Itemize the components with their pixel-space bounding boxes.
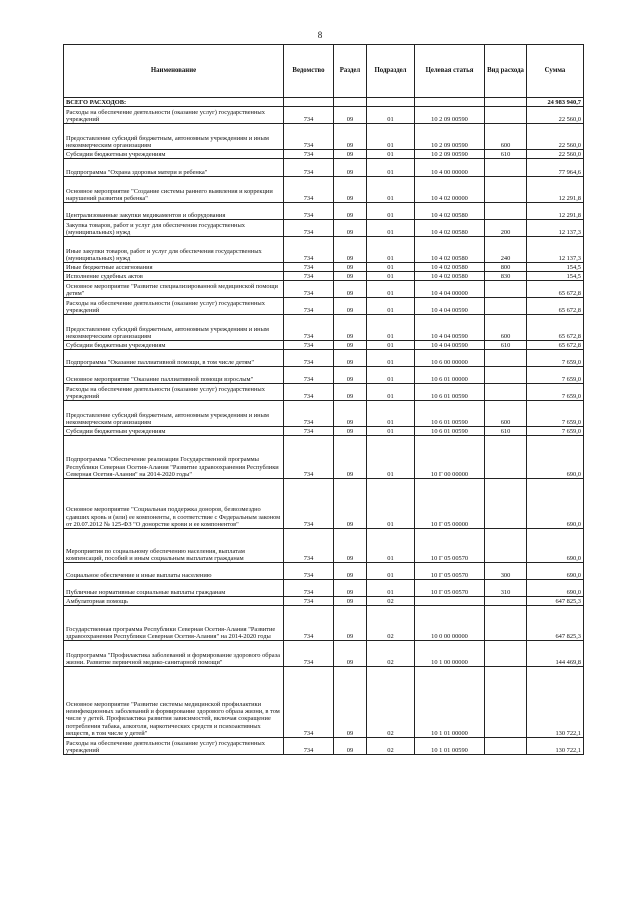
cell-subsection: 01 [367,580,415,597]
cell-subsection: 01 [367,159,415,177]
cell-dept: 734 [284,606,334,641]
page-number: 8 [317,30,323,40]
cell-name: Мероприятия по социальному обеспечению населения, выплатам компенсаций, пособий и иным социальным выплатам гражданам [64,529,284,563]
table-row [64,124,584,150]
cell-sum: 130 722,1 [527,667,584,738]
cell-sum: 154,5 [527,263,584,272]
cell-dept: 734 [284,107,334,124]
cell-subsection: 01 [367,529,415,563]
cell-dept: 734 [284,529,334,563]
cell-name: Подпрограмма "Оказание паллиативной помощи, в том числе детям" [64,350,284,367]
cell-name: ВСЕГО РАСХОДОВ: [64,98,284,107]
cell-article [415,597,485,606]
cell-section: 09 [334,529,367,563]
cell-type [485,436,527,479]
cell-dept: 734 [284,597,334,606]
cell-article: 10 4 02 00580 [415,263,485,272]
cell-subsection: 01 [367,401,415,427]
cell-sum: 12 291,8 [527,203,584,220]
cell-type: 600 [485,401,527,427]
cell-section: 09 [334,738,367,755]
cell-dept: 734 [284,281,334,298]
header-name: Наименование [64,45,284,98]
table-row [64,263,584,272]
cell-dept: 734 [284,159,334,177]
table-row [64,107,584,124]
cell-sum: 690,0 [527,563,584,580]
cell-subsection: 01 [367,384,415,401]
cell-sum: 12 137,3 [527,220,584,237]
cell-subsection [367,98,415,107]
cell-section: 09 [334,281,367,298]
cell-article: 10 6 00 00000 [415,350,485,367]
cell-article: 10 2 09 00590 [415,107,485,124]
cell-name: Амбулаторная помощь [64,597,284,606]
cell-article: 10 Г 05 00570 [415,563,485,580]
cell-subsection: 02 [367,738,415,755]
cell-section: 09 [334,580,367,597]
cell-subsection: 01 [367,436,415,479]
cell-name: Основное мероприятие "Создание системы раннего выявления и коррекции нарушений развития ребенка" [64,177,284,203]
cell-article [415,98,485,107]
table-row [64,203,584,220]
cell-name: Подпрограмма "Охрана здоровья матери и ребенка" [64,159,284,177]
cell-section: 09 [334,479,367,529]
cell-dept: 734 [284,367,334,384]
cell-name: Расходы на обеспечение деятельности (оказание услуг) государственных учреждений [64,298,284,315]
budget-table [63,44,584,755]
cell-subsection: 01 [367,281,415,298]
cell-sum: 65 672,8 [527,315,584,341]
cell-article: 10 0 00 00000 [415,606,485,641]
cell-type [485,367,527,384]
cell-dept: 734 [284,580,334,597]
cell-name: Исполнение судебных актов [64,272,284,281]
table-row [64,298,584,315]
cell-sum: 7 659,0 [527,384,584,401]
cell-name: Основное мероприятие "Развитие специализированной медицинской помощи детям" [64,281,284,298]
cell-sum: 65 672,8 [527,298,584,315]
cell-name: Централизованные закупки медикаментов и оборудования [64,203,284,220]
cell-subsection: 01 [367,203,415,220]
cell-sum: 690,0 [527,580,584,597]
cell-subsection: 01 [367,237,415,263]
cell-article: 10 Г 05 00570 [415,529,485,563]
table-row [64,384,584,401]
cell-subsection: 01 [367,479,415,529]
cell-section: 09 [334,124,367,150]
cell-dept: 734 [284,436,334,479]
cell-subsection: 01 [367,427,415,436]
cell-section: 09 [334,272,367,281]
cell-name: Предоставление субсидий бюджетным, автономным учреждениям и иным некоммерческим организациям [64,124,284,150]
cell-type [485,606,527,641]
cell-section: 09 [334,436,367,479]
cell-dept: 734 [284,177,334,203]
cell-subsection: 01 [367,272,415,281]
cell-name: Расходы на обеспечение деятельности (оказание услуг) государственных учреждений [64,738,284,755]
cell-dept: 734 [284,738,334,755]
cell-type: 240 [485,237,527,263]
cell-dept: 734 [284,124,334,150]
table-row [64,341,584,350]
cell-article: 10 Г 05 00570 [415,580,485,597]
cell-sum: 12 291,8 [527,177,584,203]
cell-sum: 22 560,0 [527,124,584,150]
table-row [64,177,584,203]
cell-name: Основное мероприятие "Оказание паллиативной помощи взрослым" [64,367,284,384]
table-row [64,220,584,237]
cell-sum: 154,5 [527,272,584,281]
cell-subsection: 01 [367,150,415,159]
table-row [64,580,584,597]
cell-subsection: 01 [367,177,415,203]
cell-article: 10 4 00 00000 [415,159,485,177]
cell-article: 10 4 04 00590 [415,341,485,350]
cell-dept: 734 [284,203,334,220]
cell-article: 10 1 01 00000 [415,667,485,738]
cell-article: 10 Г 00 00000 [415,436,485,479]
cell-article: 10 4 02 00580 [415,220,485,237]
cell-type [485,107,527,124]
cell-article: 10 4 02 00580 [415,272,485,281]
cell-subsection: 01 [367,107,415,124]
cell-article: 10 4 04 00000 [415,281,485,298]
cell-type: 800 [485,263,527,272]
header-article: Целевая статья [415,45,485,98]
cell-dept: 734 [284,341,334,350]
cell-type: 200 [485,220,527,237]
cell-sum: 7 659,0 [527,427,584,436]
cell-section: 09 [334,150,367,159]
cell-dept: 734 [284,298,334,315]
cell-name: Субсидии бюджетным учреждениям [64,150,284,159]
cell-article: 10 6 01 00000 [415,367,485,384]
cell-section: 09 [334,203,367,220]
cell-section: 09 [334,237,367,263]
cell-sum: 65 672,8 [527,341,584,350]
cell-dept: 734 [284,220,334,237]
table-row [64,529,584,563]
cell-section: 09 [334,606,367,641]
cell-type: 830 [485,272,527,281]
table-row [64,427,584,436]
cell-dept: 734 [284,237,334,263]
cell-article: 10 6 01 00590 [415,401,485,427]
table-row [64,563,584,580]
table-row [64,159,584,177]
cell-subsection: 02 [367,606,415,641]
cell-name: Основное мероприятие "Развитие системы медицинской профилактики неинфекционных заболеваний и формирование здорового образа жизни, в том числе у детей. Профилактика развития зависимостей, включая сокращение потребления табака, алкоголя, наркотических средств и психоактивных веществ, в том числе у детей" [64,667,284,738]
cell-name: Субсидии бюджетным учреждениям [64,341,284,350]
cell-sum: 690,0 [527,436,584,479]
cell-type [485,479,527,529]
cell-subsection: 01 [367,263,415,272]
cell-type [485,98,527,107]
cell-section: 09 [334,341,367,350]
cell-sum: 7 659,0 [527,350,584,367]
cell-section: 09 [334,107,367,124]
cell-name: Расходы на обеспечение деятельности (оказание услуг) государственных учреждений [64,107,284,124]
cell-name: Субсидии бюджетным учреждениям [64,427,284,436]
cell-subsection: 02 [367,667,415,738]
cell-subsection: 02 [367,641,415,667]
cell-sum: 24 983 940,7 [527,98,584,107]
header-sum: Сумма [527,45,584,98]
table-row [64,237,584,263]
cell-dept: 734 [284,315,334,341]
table-row [64,367,584,384]
cell-name: Иные бюджетные ассигнования [64,263,284,272]
cell-type: 610 [485,341,527,350]
cell-type [485,384,527,401]
cell-subsection: 01 [367,341,415,350]
cell-dept: 734 [284,263,334,272]
cell-type [485,177,527,203]
cell-dept: 734 [284,272,334,281]
cell-article: 10 6 01 00590 [415,427,485,436]
table-row [64,606,584,641]
table-row [64,738,584,755]
cell-dept: 734 [284,667,334,738]
cell-type [485,597,527,606]
cell-name: Иные закупки товаров, работ и услуг для обеспечения государственных (муниципальных) нужд [64,237,284,263]
cell-name: Государственная программа Республики Северная Осетия-Алания "Развитие здравоохранения Республики Северная Осетия-Алания" на 2014-2020 годы [64,606,284,641]
cell-sum: 7 659,0 [527,367,584,384]
cell-section: 09 [334,367,367,384]
cell-section: 09 [334,597,367,606]
cell-type: 600 [485,124,527,150]
cell-dept: 734 [284,427,334,436]
cell-sum: 77 964,6 [527,159,584,177]
cell-subsection: 01 [367,367,415,384]
cell-section: 09 [334,401,367,427]
cell-dept: 734 [284,479,334,529]
cell-section: 09 [334,315,367,341]
cell-subsection: 01 [367,298,415,315]
cell-dept [284,98,334,107]
cell-subsection: 01 [367,124,415,150]
table-row [64,479,584,529]
cell-sum: 130 722,1 [527,738,584,755]
cell-name: Подпрограмма "Обеспечение реализации Государственной программы Республики Северная Осетия-Алания "Развитие здравоохранения Республики Северная Осетия-Алания" на 2014-2020 годы" [64,436,284,479]
cell-subsection: 02 [367,597,415,606]
cell-type [485,667,527,738]
header-dept: Ведомство [284,45,334,98]
cell-type [485,203,527,220]
cell-article: 10 4 04 00590 [415,315,485,341]
cell-dept: 734 [284,641,334,667]
cell-subsection: 01 [367,563,415,580]
cell-sum: 22 560,0 [527,107,584,124]
cell-name: Основное мероприятие "Социальная поддержка доноров, безвозмездно сдавших кровь и (или) ее компоненты, в соответствие с Федеральным законом от 20.07.2012 № 125-ФЗ "О донорстве крови и ее компонентов" [64,479,284,529]
cell-section: 09 [334,263,367,272]
cell-dept: 734 [284,350,334,367]
cell-section: 09 [334,641,367,667]
cell-section: 09 [334,350,367,367]
cell-sum: 12 137,3 [527,237,584,263]
cell-type [485,298,527,315]
cell-type [485,641,527,667]
cell-name: Подпрограмма "Профилактика заболеваний и формирование здорового образа жизни. Развитие первичной медико-санитарной помощи" [64,641,284,667]
cell-article: 10 4 02 00000 [415,177,485,203]
table-row [64,272,584,281]
cell-sum: 7 659,0 [527,401,584,427]
table-row [64,401,584,427]
cell-section: 09 [334,177,367,203]
table-row [64,436,584,479]
cell-name: Закупка товаров, работ и услуг для обеспечения государственных (муниципальных) нужд [64,220,284,237]
cell-sum: 22 560,0 [527,150,584,159]
cell-type [485,738,527,755]
table-row [64,98,584,107]
cell-article: 10 4 04 00590 [415,298,485,315]
cell-article: 10 4 02 00580 [415,237,485,263]
cell-sum: 65 672,8 [527,281,584,298]
cell-type [485,350,527,367]
cell-section: 09 [334,384,367,401]
cell-sum: 647 825,3 [527,606,584,641]
table-row [64,315,584,341]
cell-subsection: 01 [367,220,415,237]
cell-name: Публичные нормативные социальные выплаты гражданам [64,580,284,597]
cell-sum: 690,0 [527,529,584,563]
cell-name: Предоставление субсидий бюджетным, автономным учреждениям и иным некоммерческим организациям [64,401,284,427]
cell-article: 10 6 01 00590 [415,384,485,401]
cell-type: 300 [485,563,527,580]
cell-sum: 144 469,8 [527,641,584,667]
cell-name: Социальное обеспечение и иные выплаты населению [64,563,284,580]
table-header-row [64,45,584,98]
cell-section: 09 [334,427,367,436]
cell-dept: 734 [284,401,334,427]
cell-sum: 647 825,3 [527,597,584,606]
header-subsection: Подраздел [367,45,415,98]
cell-article: 10 1 00 00000 [415,641,485,667]
header-type: Вид расхода [485,45,527,98]
cell-article: 10 2 09 00590 [415,150,485,159]
table-row [64,350,584,367]
cell-sum: 690,0 [527,479,584,529]
cell-type [485,529,527,563]
cell-section: 09 [334,220,367,237]
cell-section: 09 [334,563,367,580]
cell-article: 10 1 01 00590 [415,738,485,755]
table-row [64,597,584,606]
cell-section [334,98,367,107]
table-row [64,281,584,298]
cell-type: 600 [485,315,527,341]
cell-article: 10 Г 05 00000 [415,479,485,529]
table-row [64,150,584,159]
cell-section: 09 [334,298,367,315]
cell-dept: 734 [284,384,334,401]
table-row [64,641,584,667]
cell-dept: 734 [284,563,334,580]
header-section: Раздел [334,45,367,98]
cell-type: 310 [485,580,527,597]
cell-type [485,159,527,177]
cell-section: 09 [334,159,367,177]
cell-subsection: 01 [367,315,415,341]
cell-type: 610 [485,427,527,436]
cell-dept: 734 [284,150,334,159]
cell-article: 10 4 02 00580 [415,203,485,220]
cell-subsection: 01 [367,350,415,367]
table-row [64,667,584,738]
cell-section: 09 [334,667,367,738]
cell-type [485,281,527,298]
cell-name: Расходы на обеспечение деятельности (оказание услуг) государственных учреждений [64,384,284,401]
cell-article: 10 2 09 00590 [415,124,485,150]
cell-type: 610 [485,150,527,159]
cell-name: Предоставление субсидий бюджетным, автономным учреждениям и иным некоммерческим организациям [64,315,284,341]
